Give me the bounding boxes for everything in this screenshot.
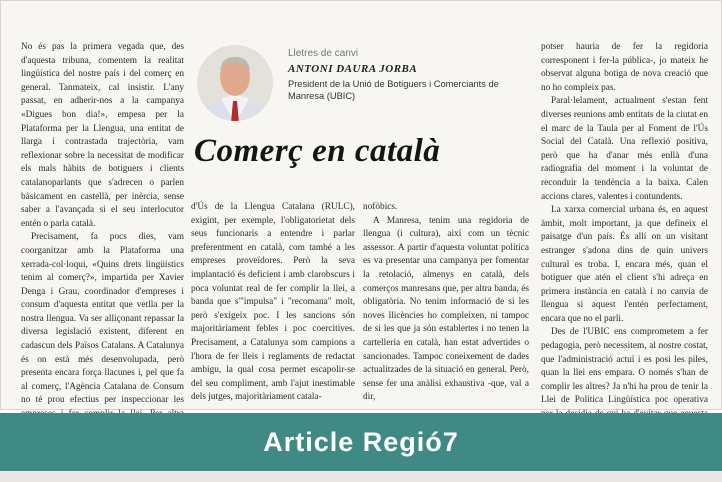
article-column-1 bbox=[21, 41, 184, 449]
bottom-strip bbox=[0, 471, 722, 482]
paragraph: nofòbics. bbox=[363, 202, 398, 212]
paragraph: La xarxa comercial urbana és, en aquest àmbit, molt important, ja que defineix el paisatge d'un país. És allí on un visitant estranger s'adona dins de quin univers cultural es troba. I, encara més, quan el botiguer que atén el client s'hi adreça en primera instància en català i no canvia de llengua si aquest l'entén perfectament, encara que no el parli. bbox=[541, 205, 708, 324]
banner-title: Article Regió7 bbox=[263, 427, 459, 457]
headline: Comerç en català bbox=[194, 133, 441, 169]
author-portrait bbox=[191, 43, 279, 123]
paragraph: potser hauria de fer la regidoria corresponent i fer-la pública-, jo mateix he observat alguna botiga de nova creació que no ho compleix pas. bbox=[541, 42, 708, 93]
title-banner bbox=[0, 413, 722, 471]
article-column-2 bbox=[191, 201, 355, 405]
paragraph: Des de l'UBIC ens comprometem a fer pedagogia, però necessitem, al nostre costat, que l'administració actuï i es posi les piles, quan la llei ens empara. O només s'han de complir les altres? Ja n'hi ha prou de tenir la Llei de Política Lingüística poc operativa bbox=[541, 327, 708, 406]
author-name: ANTONI DAURA JORBA bbox=[288, 63, 418, 75]
article-column-3 bbox=[363, 201, 529, 405]
paragraph: A Manresa, tenim una regidoria de llengua (i cultura), així com un tècnic assessor. A partir d'aquesta voluntat política es va presentar una campanya per fomentar la retolació, almenys en català, dels comerços manresans que, per altra banda, és obligatòria. No tenim informació de si les noves llicències ho compleixen, ni tampoc de si les que ja són establertes i no tenen la cartelleria en català, han estat advertides o sancionades. Tampoc coneixement de dades actualitzades de la situació en general. Però, sense fer una anàlisi exhaustiva -que, val a dir, bbox=[363, 215, 529, 403]
article-header bbox=[191, 41, 536, 191]
paragraph: d'Ús de la Llengua Catalana (RULC), exigint, per exemple, l'obligatorietat dels seus funcionaris a entendre i parlar preferentment en català, com també a les empreses proveïdores. Però la seva implantació és deficient i amb clarobscurs i poca voluntat real de fer complir la llei, a banda que s'"impulsa" i "recomana" molt, però s'exigeix poc. I les sancions són majoritàriament febles i poc coercitives. Precisament, a Catalunya som campions a l'hora de fer lleis i reglaments de redactat ambigu, la qual cosa permet escapolir-se del seu compliment, amb l'ajut inestimable dels jutges, majoritàriament catala- bbox=[191, 202, 355, 403]
section-label: Lletres de canvi bbox=[288, 48, 359, 59]
paragraph: Precisament, fa pocs dies, vam coorganitzar amb la Plataforma una xerrada-col·loqui, «Quins drets lingüístics tenim al comerç?», impartida per Xavier Denga i Grau, coordinador d'empreses i consum d'aquesta entitat que vetlla per la nostra llengua. Va ser alliçonant repassar la diversa legislació existent, diferent en cadascun dels Països Catalans. A Catalunya és on està més desenvolupada, però presenta encara força llacunes i, pel que fa al comerç, l'Agència Catalana de Consum no té prou efectius per inspeccionar les bbox=[21, 232, 184, 406]
author-role: President de la Unió de Botiguers i Comerciants de Manresa (UBIC) bbox=[288, 79, 499, 101]
paragraph: No és pas la primera vegada que, des d'aquesta tribuna, comentem la realitat lingüística del nostre país i del comerç en general. Tanmateix, cal insistir. L'any passat, en adherir-nos a la campanya «Digues bon dia!», empesa per la Plataforma per la Llengua, una entitat de llarga i contrastada trajectòria, vam reflexionar sobre la necessitat de modificar els mals hàbits de botiguers i clients catalanoparlants que s'adrecen o parlen bàsicament en castellà, per inèrcia, sense saber a l'avançada si el seu interlocutor entén o parla català. bbox=[21, 42, 184, 229]
article-column-4 bbox=[541, 41, 708, 449]
paragraph: Paral·lelament, actualment s'estan fent diverses reunions amb entitats de la ciutat en el marc de la Taula per al Foment de l'Ús Social del Català. Una reflexió positiva, però que ha d'anar més enllà d'una radiografia del moment i la voluntat de reconduir la tendència a la baixa. Calen accions clares, valentes i contundents. bbox=[541, 96, 708, 202]
